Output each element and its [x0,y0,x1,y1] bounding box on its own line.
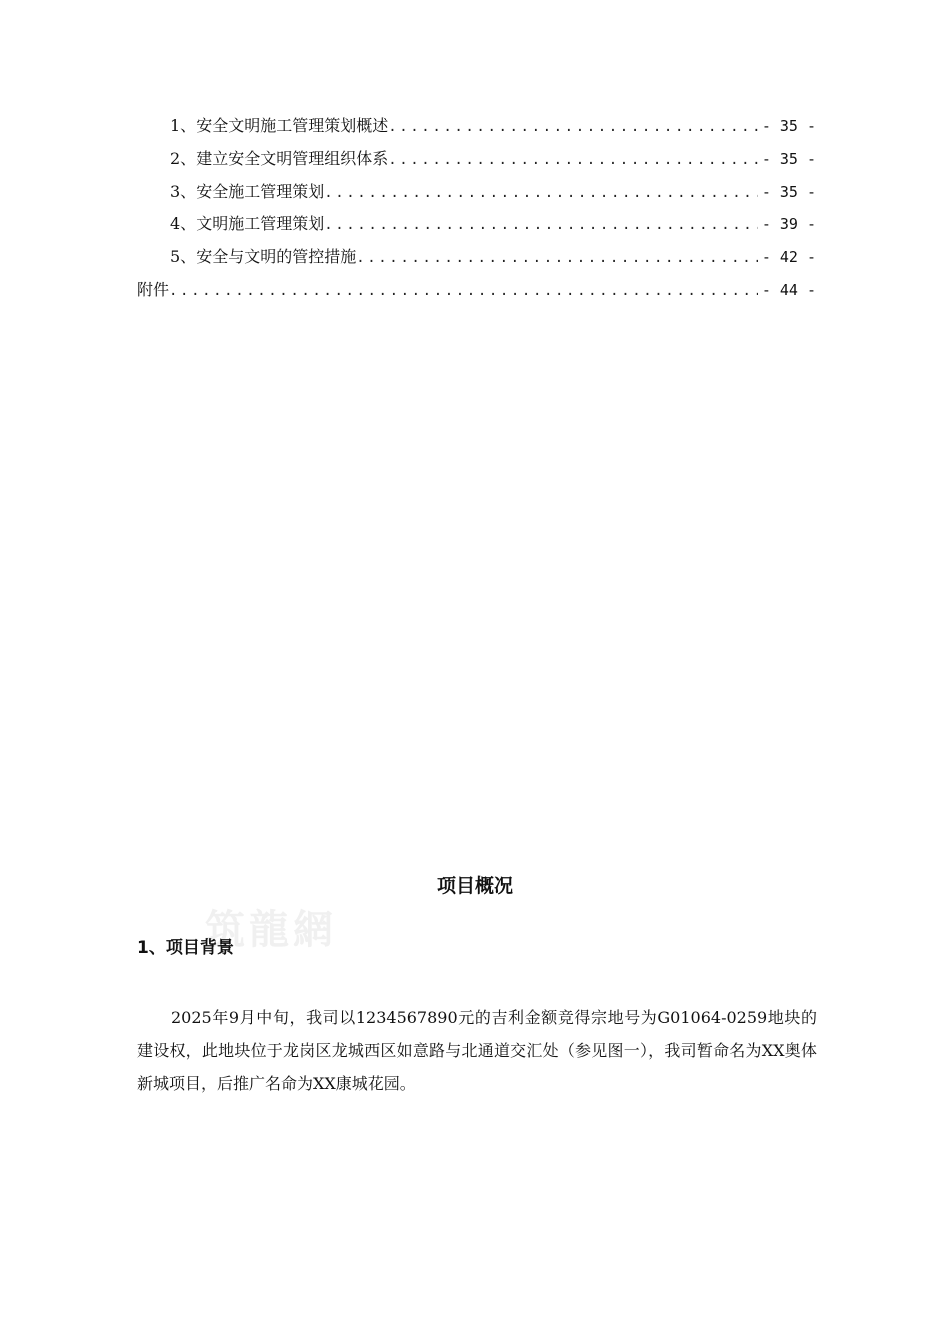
toc-entry-page: - 35 - [761,117,816,135]
toc-entry[interactable] [137,278,816,302]
toc-entry-title: 安全文明施工管理策划概述 [196,116,389,135]
toc-dot-leader [169,279,758,302]
toc-entry-number: 1、 [170,116,197,135]
toc-dot-leader [388,115,758,138]
toc-entry-page: - 35 - [761,150,816,168]
toc-entry-number: 3、 [170,182,197,201]
body-paragraph: 2025年9月中旬，我司以1234567890元的吉利金额竞得宗地号为G01064-0259地块的建设权，此地块位于龙岗区龙城西区如意路与北通道交汇处（参见图一），我司暂命名为XX奥体新城项目，后推广名命为XX康城花园。 [137,1008,817,1093]
toc-entry-page: - 39 - [761,215,816,233]
toc-dot-leader [324,213,758,236]
subsection-heading: 1、项目背景 [137,938,234,958]
toc-entry-number: 4、 [170,214,197,233]
toc-dot-leader [356,246,758,269]
toc-entry-number: 5、 [170,247,197,266]
watermark: 筑龍網 [205,906,337,953]
toc-entry-page: - 35 - [761,183,816,201]
toc-dot-leader [324,181,758,204]
toc-entry[interactable] [170,180,816,204]
toc-entry-title: 安全施工管理策划 [196,182,325,201]
toc-entry-title: 安全与文明的管控措施 [196,247,357,266]
toc-entry[interactable] [170,147,816,171]
section-title: 项目概况 [436,875,513,897]
toc-dot-leader [388,148,758,171]
toc-entry-title: 建立安全文明管理组织体系 [196,149,389,168]
toc-entry-page: - 42 - [761,248,816,266]
toc-entry-title: 文明施工管理策划 [196,214,325,233]
toc-entry-title: 附件 [137,280,170,299]
toc-entry-number: 2、 [170,149,197,168]
toc-entry-page: - 44 - [761,281,816,299]
toc-entry[interactable] [170,114,816,138]
toc-entry[interactable] [170,212,816,236]
toc-entry[interactable] [170,245,816,269]
